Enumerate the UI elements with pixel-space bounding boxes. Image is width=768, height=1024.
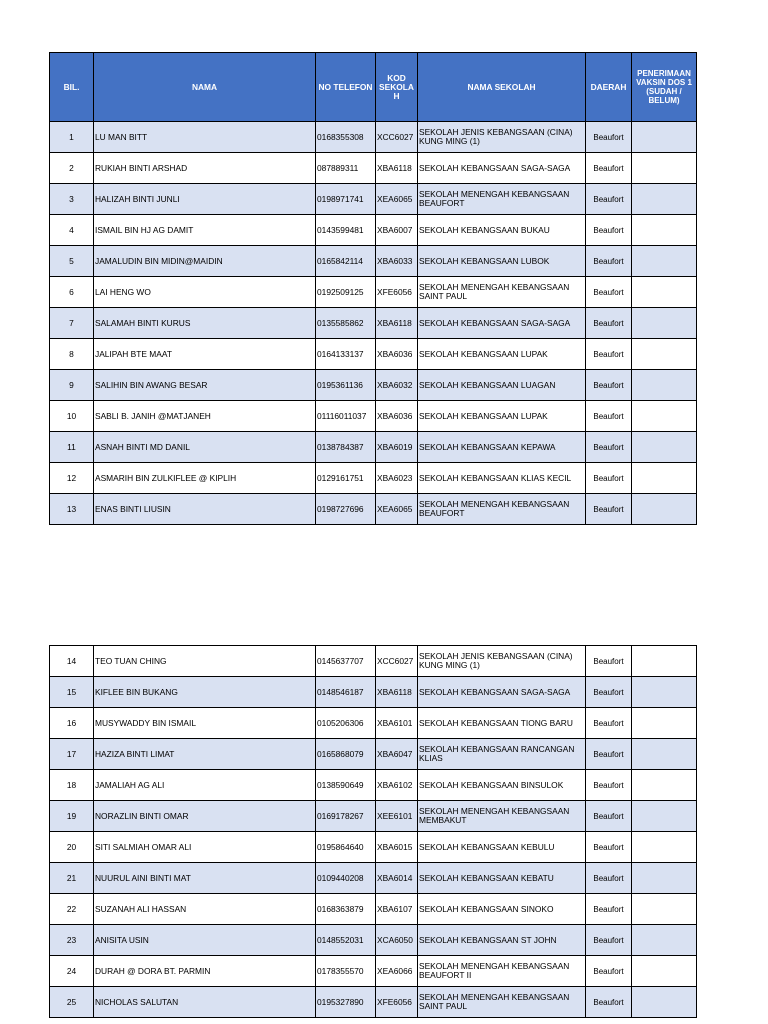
cell-telefon: 0165868079 [316,739,376,770]
cell-nama-sekolah: SEKOLAH MENENGAH KEBANGSAAN SAINT PAUL [418,987,586,1018]
cell-penerimaan [632,494,697,525]
cell-bil: 2 [50,153,94,184]
cell-daerah: Beaufort [586,801,632,832]
cell-bil: 17 [50,739,94,770]
cell-penerimaan [632,832,697,863]
table-row [50,801,697,832]
table-row [50,956,697,987]
cell-penerimaan [632,894,697,925]
cell-nama: SALIHIN BIN AWANG BESAR [94,370,316,401]
cell-bil: 5 [50,246,94,277]
cell-daerah: Beaufort [586,925,632,956]
cell-daerah: Beaufort [586,894,632,925]
cell-nama: NORAZLIN BINTI OMAR [94,801,316,832]
cell-nama: RUKIAH BINTI ARSHAD [94,153,316,184]
cell-kod-sekolah: XBA6007 [376,215,418,246]
cell-bil: 6 [50,277,94,308]
cell-daerah: Beaufort [586,153,632,184]
cell-kod-sekolah: XEA6065 [376,494,418,525]
cell-nama: SABLI B. JANIH @MATJANEH [94,401,316,432]
cell-nama-sekolah: SEKOLAH KEBANGSAAN LUAGAN [418,370,586,401]
cell-nama-sekolah: SEKOLAH KEBANGSAAN LUPAK [418,401,586,432]
cell-bil: 24 [50,956,94,987]
cell-bil: 10 [50,401,94,432]
cell-daerah: Beaufort [586,646,632,677]
cell-penerimaan [632,153,697,184]
cell-kod-sekolah: XCC6027 [376,646,418,677]
cell-telefon: 0145637707 [316,646,376,677]
cell-daerah: Beaufort [586,184,632,215]
table-row [50,339,697,370]
table-row [50,246,697,277]
cell-daerah: Beaufort [586,677,632,708]
cell-penerimaan [632,122,697,153]
cell-kod-sekolah: XBA6019 [376,432,418,463]
table-row [50,184,697,215]
cell-penerimaan [632,708,697,739]
cell-daerah: Beaufort [586,215,632,246]
cell-bil: 16 [50,708,94,739]
table-row [50,894,697,925]
cell-bil: 18 [50,770,94,801]
cell-penerimaan [632,677,697,708]
cell-kod-sekolah: XFE6056 [376,987,418,1018]
cell-bil: 13 [50,494,94,525]
cell-nama: ISMAIL BIN HJ AG DAMIT [94,215,316,246]
cell-kod-sekolah: XBA6036 [376,401,418,432]
cell-nama-sekolah: SEKOLAH KEBANGSAAN BINSULOK [418,770,586,801]
cell-telefon: 0148552031 [316,925,376,956]
cell-nama-sekolah: SEKOLAH MENENGAH KEBANGSAAN SAINT PAUL [418,277,586,308]
cell-daerah: Beaufort [586,739,632,770]
cell-daerah: Beaufort [586,863,632,894]
cell-daerah: Beaufort [586,277,632,308]
cell-bil: 4 [50,215,94,246]
table-row [50,153,697,184]
cell-kod-sekolah: XBA6014 [376,863,418,894]
cell-penerimaan [632,463,697,494]
cell-telefon: 0168355308 [316,122,376,153]
cell-nama-sekolah: SEKOLAH KEBANGSAAN TIONG BARU [418,708,586,739]
cell-telefon: 0192509125 [316,277,376,308]
cell-telefon: 0195327890 [316,987,376,1018]
cell-bil: 25 [50,987,94,1018]
cell-daerah: Beaufort [586,122,632,153]
cell-bil: 14 [50,646,94,677]
cell-penerimaan [632,925,697,956]
header-kod-sekolah: KOD SEKOLA H [376,53,418,122]
cell-nama: ASMARIH BIN ZULKIFLEE @ KIPLIH [94,463,316,494]
cell-daerah: Beaufort [586,401,632,432]
staff-table-2 [49,645,697,1018]
table-row [50,308,697,339]
cell-nama-sekolah: SEKOLAH KEBANGSAAN KLIAS KECIL [418,463,586,494]
cell-penerimaan [632,308,697,339]
cell-telefon: 0195361136 [316,370,376,401]
cell-daerah: Beaufort [586,463,632,494]
cell-kod-sekolah: XBA6023 [376,463,418,494]
header-nama: NAMA [94,53,316,122]
table-row [50,432,697,463]
cell-penerimaan [632,215,697,246]
cell-nama-sekolah: SEKOLAH JENIS KEBANGSAAN (CINA) KUNG MING (1) [418,646,586,677]
header-nama-sekolah: NAMA SEKOLAH [418,53,586,122]
table-row [50,370,697,401]
cell-telefon: 0164133137 [316,339,376,370]
table-row [50,770,697,801]
cell-telefon: 087889311 [316,153,376,184]
cell-nama-sekolah: SEKOLAH JENIS KEBANGSAAN (CINA) KUNG MING (1) [418,122,586,153]
cell-telefon: 0135585862 [316,308,376,339]
cell-daerah: Beaufort [586,432,632,463]
cell-telefon: 0109440208 [316,863,376,894]
staff-table-1 [49,52,697,525]
cell-nama: LAI HENG WO [94,277,316,308]
cell-nama-sekolah: SEKOLAH KEBANGSAAN BUKAU [418,215,586,246]
table-row [50,463,697,494]
table-row [50,739,697,770]
cell-daerah: Beaufort [586,956,632,987]
cell-telefon: 0105206306 [316,708,376,739]
cell-penerimaan [632,401,697,432]
cell-telefon: 0148546187 [316,677,376,708]
cell-penerimaan [632,370,697,401]
cell-nama: NUURUL AINI BINTI MAT [94,863,316,894]
cell-penerimaan [632,184,697,215]
header-bil: BIL. [50,53,94,122]
cell-daerah: Beaufort [586,246,632,277]
cell-bil: 21 [50,863,94,894]
cell-telefon: 0165842114 [316,246,376,277]
cell-bil: 1 [50,122,94,153]
cell-nama-sekolah: SEKOLAH KEBANGSAAN SAGA-SAGA [418,677,586,708]
cell-telefon: 0178355570 [316,956,376,987]
cell-penerimaan [632,432,697,463]
cell-nama: TEO TUAN CHING [94,646,316,677]
cell-penerimaan [632,987,697,1018]
cell-nama: MUSYWADDY BIN ISMAIL [94,708,316,739]
cell-bil: 7 [50,308,94,339]
cell-nama: JAMALUDIN BIN MIDIN@MAIDIN [94,246,316,277]
cell-kod-sekolah: XCA6050 [376,925,418,956]
cell-penerimaan [632,246,697,277]
cell-nama-sekolah: SEKOLAH KEBANGSAAN ST JOHN [418,925,586,956]
cell-nama: SUZANAH ALI HASSAN [94,894,316,925]
cell-kod-sekolah: XFE6056 [376,277,418,308]
cell-penerimaan [632,339,697,370]
cell-nama-sekolah: SEKOLAH MENENGAH KEBANGSAAN BEAUFORT II [418,956,586,987]
cell-nama-sekolah: SEKOLAH KEBANGSAAN KEBATU [418,863,586,894]
cell-kod-sekolah: XEA6065 [376,184,418,215]
cell-nama-sekolah: SEKOLAH KEBANGSAAN SAGA-SAGA [418,153,586,184]
cell-kod-sekolah: XBA6107 [376,894,418,925]
cell-daerah: Beaufort [586,308,632,339]
cell-telefon: 0195864640 [316,832,376,863]
cell-nama: NICHOLAS SALUTAN [94,987,316,1018]
cell-telefon: 0143599481 [316,215,376,246]
cell-bil: 22 [50,894,94,925]
cell-nama-sekolah: SEKOLAH KEBANGSAAN KEPAWA [418,432,586,463]
cell-nama-sekolah: SEKOLAH KEBANGSAAN LUBOK [418,246,586,277]
cell-bil: 3 [50,184,94,215]
cell-daerah: Beaufort [586,832,632,863]
cell-nama-sekolah: SEKOLAH MENENGAH KEBANGSAAN MEMBAKUT [418,801,586,832]
header-telefon: NO TELEFON [316,53,376,122]
table-row [50,277,697,308]
cell-telefon: 01116011037 [316,401,376,432]
cell-nama: ENAS BINTI LIUSIN [94,494,316,525]
cell-kod-sekolah: XCC6027 [376,122,418,153]
cell-telefon: 0168363879 [316,894,376,925]
cell-kod-sekolah: XBA6032 [376,370,418,401]
cell-nama: SALAMAH BINTI KURUS [94,308,316,339]
cell-penerimaan [632,277,697,308]
cell-kod-sekolah: XBA6118 [376,677,418,708]
cell-nama: JALIPAH BTE MAAT [94,339,316,370]
cell-penerimaan [632,863,697,894]
cell-kod-sekolah: XBA6015 [376,832,418,863]
cell-daerah: Beaufort [586,494,632,525]
cell-nama-sekolah: SEKOLAH KEBANGSAAN RANCANGAN KLIAS [418,739,586,770]
cell-nama: SITI SALMIAH OMAR ALI [94,832,316,863]
cell-daerah: Beaufort [586,370,632,401]
table-row [50,832,697,863]
cell-bil: 15 [50,677,94,708]
cell-bil: 9 [50,370,94,401]
header-penerimaan: PENERIMAAN VAKSIN DOS 1 (SUDAH / BELUM) [632,53,697,122]
cell-daerah: Beaufort [586,339,632,370]
cell-penerimaan [632,956,697,987]
table-row [50,215,697,246]
table-row [50,401,697,432]
cell-nama: HAZIZA BINTI LIMAT [94,739,316,770]
cell-daerah: Beaufort [586,770,632,801]
cell-telefon: 0138590649 [316,770,376,801]
table-row [50,925,697,956]
cell-nama-sekolah: SEKOLAH MENENGAH KEBANGSAAN BEAUFORT [418,494,586,525]
table-header-row [50,53,697,122]
cell-daerah: Beaufort [586,708,632,739]
cell-penerimaan [632,770,697,801]
table-row [50,863,697,894]
cell-kod-sekolah: XBA6047 [376,739,418,770]
cell-telefon: 0198727696 [316,494,376,525]
table-row [50,646,697,677]
cell-nama: ANISITA USIN [94,925,316,956]
cell-nama-sekolah: SEKOLAH MENENGAH KEBANGSAAN BEAUFORT [418,184,586,215]
cell-penerimaan [632,646,697,677]
cell-bil: 12 [50,463,94,494]
cell-nama: JAMALIAH AG ALI [94,770,316,801]
cell-nama: ASNAH BINTI MD DANIL [94,432,316,463]
cell-nama: HALIZAH BINTI JUNLI [94,184,316,215]
table-row [50,708,697,739]
cell-kod-sekolah: XBA6036 [376,339,418,370]
cell-kod-sekolah: XBA6102 [376,770,418,801]
cell-bil: 19 [50,801,94,832]
table-row [50,987,697,1018]
cell-nama: DURAH @ DORA BT. PARMIN [94,956,316,987]
cell-nama-sekolah: SEKOLAH KEBANGSAAN KEBULU [418,832,586,863]
header-daerah: DAERAH [586,53,632,122]
cell-nama-sekolah: SEKOLAH KEBANGSAAN SAGA-SAGA [418,308,586,339]
cell-telefon: 0198971741 [316,184,376,215]
cell-telefon: 0129161751 [316,463,376,494]
cell-bil: 23 [50,925,94,956]
cell-kod-sekolah: XBA6101 [376,708,418,739]
cell-telefon: 0138784387 [316,432,376,463]
table-row [50,494,697,525]
cell-penerimaan [632,801,697,832]
cell-daerah: Beaufort [586,987,632,1018]
cell-penerimaan [632,739,697,770]
cell-nama-sekolah: SEKOLAH KEBANGSAAN SINOKO [418,894,586,925]
cell-nama-sekolah: SEKOLAH KEBANGSAAN LUPAK [418,339,586,370]
cell-bil: 20 [50,832,94,863]
cell-kod-sekolah: XEA6066 [376,956,418,987]
cell-bil: 8 [50,339,94,370]
table-row [50,122,697,153]
table-row [50,677,697,708]
cell-bil: 11 [50,432,94,463]
cell-kod-sekolah: XBA6118 [376,308,418,339]
cell-kod-sekolah: XEE6101 [376,801,418,832]
cell-telefon: 0169178267 [316,801,376,832]
cell-kod-sekolah: XBA6033 [376,246,418,277]
cell-nama: KIFLEE BIN BUKANG [94,677,316,708]
cell-kod-sekolah: XBA6118 [376,153,418,184]
cell-nama: LU MAN BITT [94,122,316,153]
